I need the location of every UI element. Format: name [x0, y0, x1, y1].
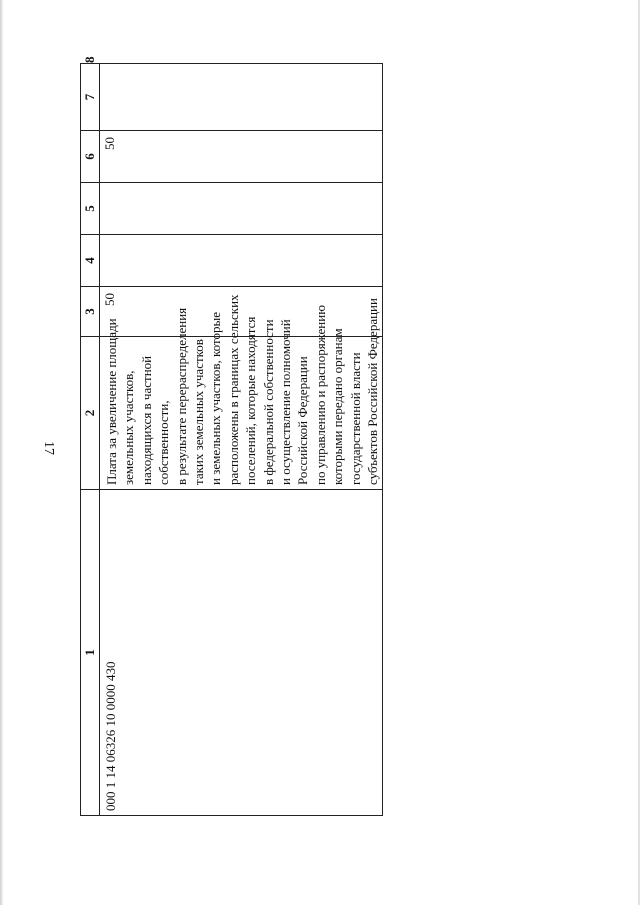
name-line: Российской Федерации [295, 356, 311, 485]
name-line: таких земельных участков [191, 339, 207, 485]
value-cell-col5 [100, 183, 383, 235]
value-cell-col4 [100, 235, 383, 287]
col-header-7: 7 [81, 64, 100, 131]
table-row [100, 64, 383, 816]
header-row: 1 2 3 4 5 6 7 8 [81, 64, 100, 816]
col-header-2: 2 [81, 337, 100, 490]
scan-edge-left [0, 0, 3, 905]
name-line: поселений, которые находятся [243, 316, 259, 485]
name-line: субъектов Российской Федерации [365, 298, 381, 485]
name-line: расположены в границах сельских [225, 294, 241, 485]
name-line: земельных участков, [121, 370, 137, 485]
name-line: собственности, [156, 400, 172, 485]
name-line: которыми передано органам [330, 328, 346, 485]
page-number: 17 [41, 441, 56, 455]
name-line: Плата за увеличение площади [104, 318, 119, 485]
name-line: государственной власти [347, 352, 363, 485]
value-cell-col6: 50 [100, 131, 383, 183]
col-header-4: 4 [81, 235, 100, 287]
name-line: по управлению и распоряжению [312, 305, 328, 485]
name-line: и земельных участков, которые [208, 311, 224, 485]
col-header-5: 5 [81, 183, 100, 235]
col-header-6: 6 [81, 131, 100, 183]
name-line: находящихся в частной [138, 355, 154, 485]
name-line: в федеральной собственности [260, 319, 276, 485]
budget-code-cell: 000 1 14 06326 10 0000 430 [100, 490, 383, 816]
name-line: в результате перераспределения [173, 307, 189, 485]
value-cell-col7 [100, 64, 383, 131]
col-header-3: 3 [81, 287, 100, 337]
name-line: и осуществление полномочий [278, 319, 294, 485]
budget-table [80, 56, 383, 816]
value-cell-col3: 50 [100, 287, 383, 337]
col-header-1: 1 [81, 490, 100, 816]
rotated-table-container [80, 56, 381, 816]
